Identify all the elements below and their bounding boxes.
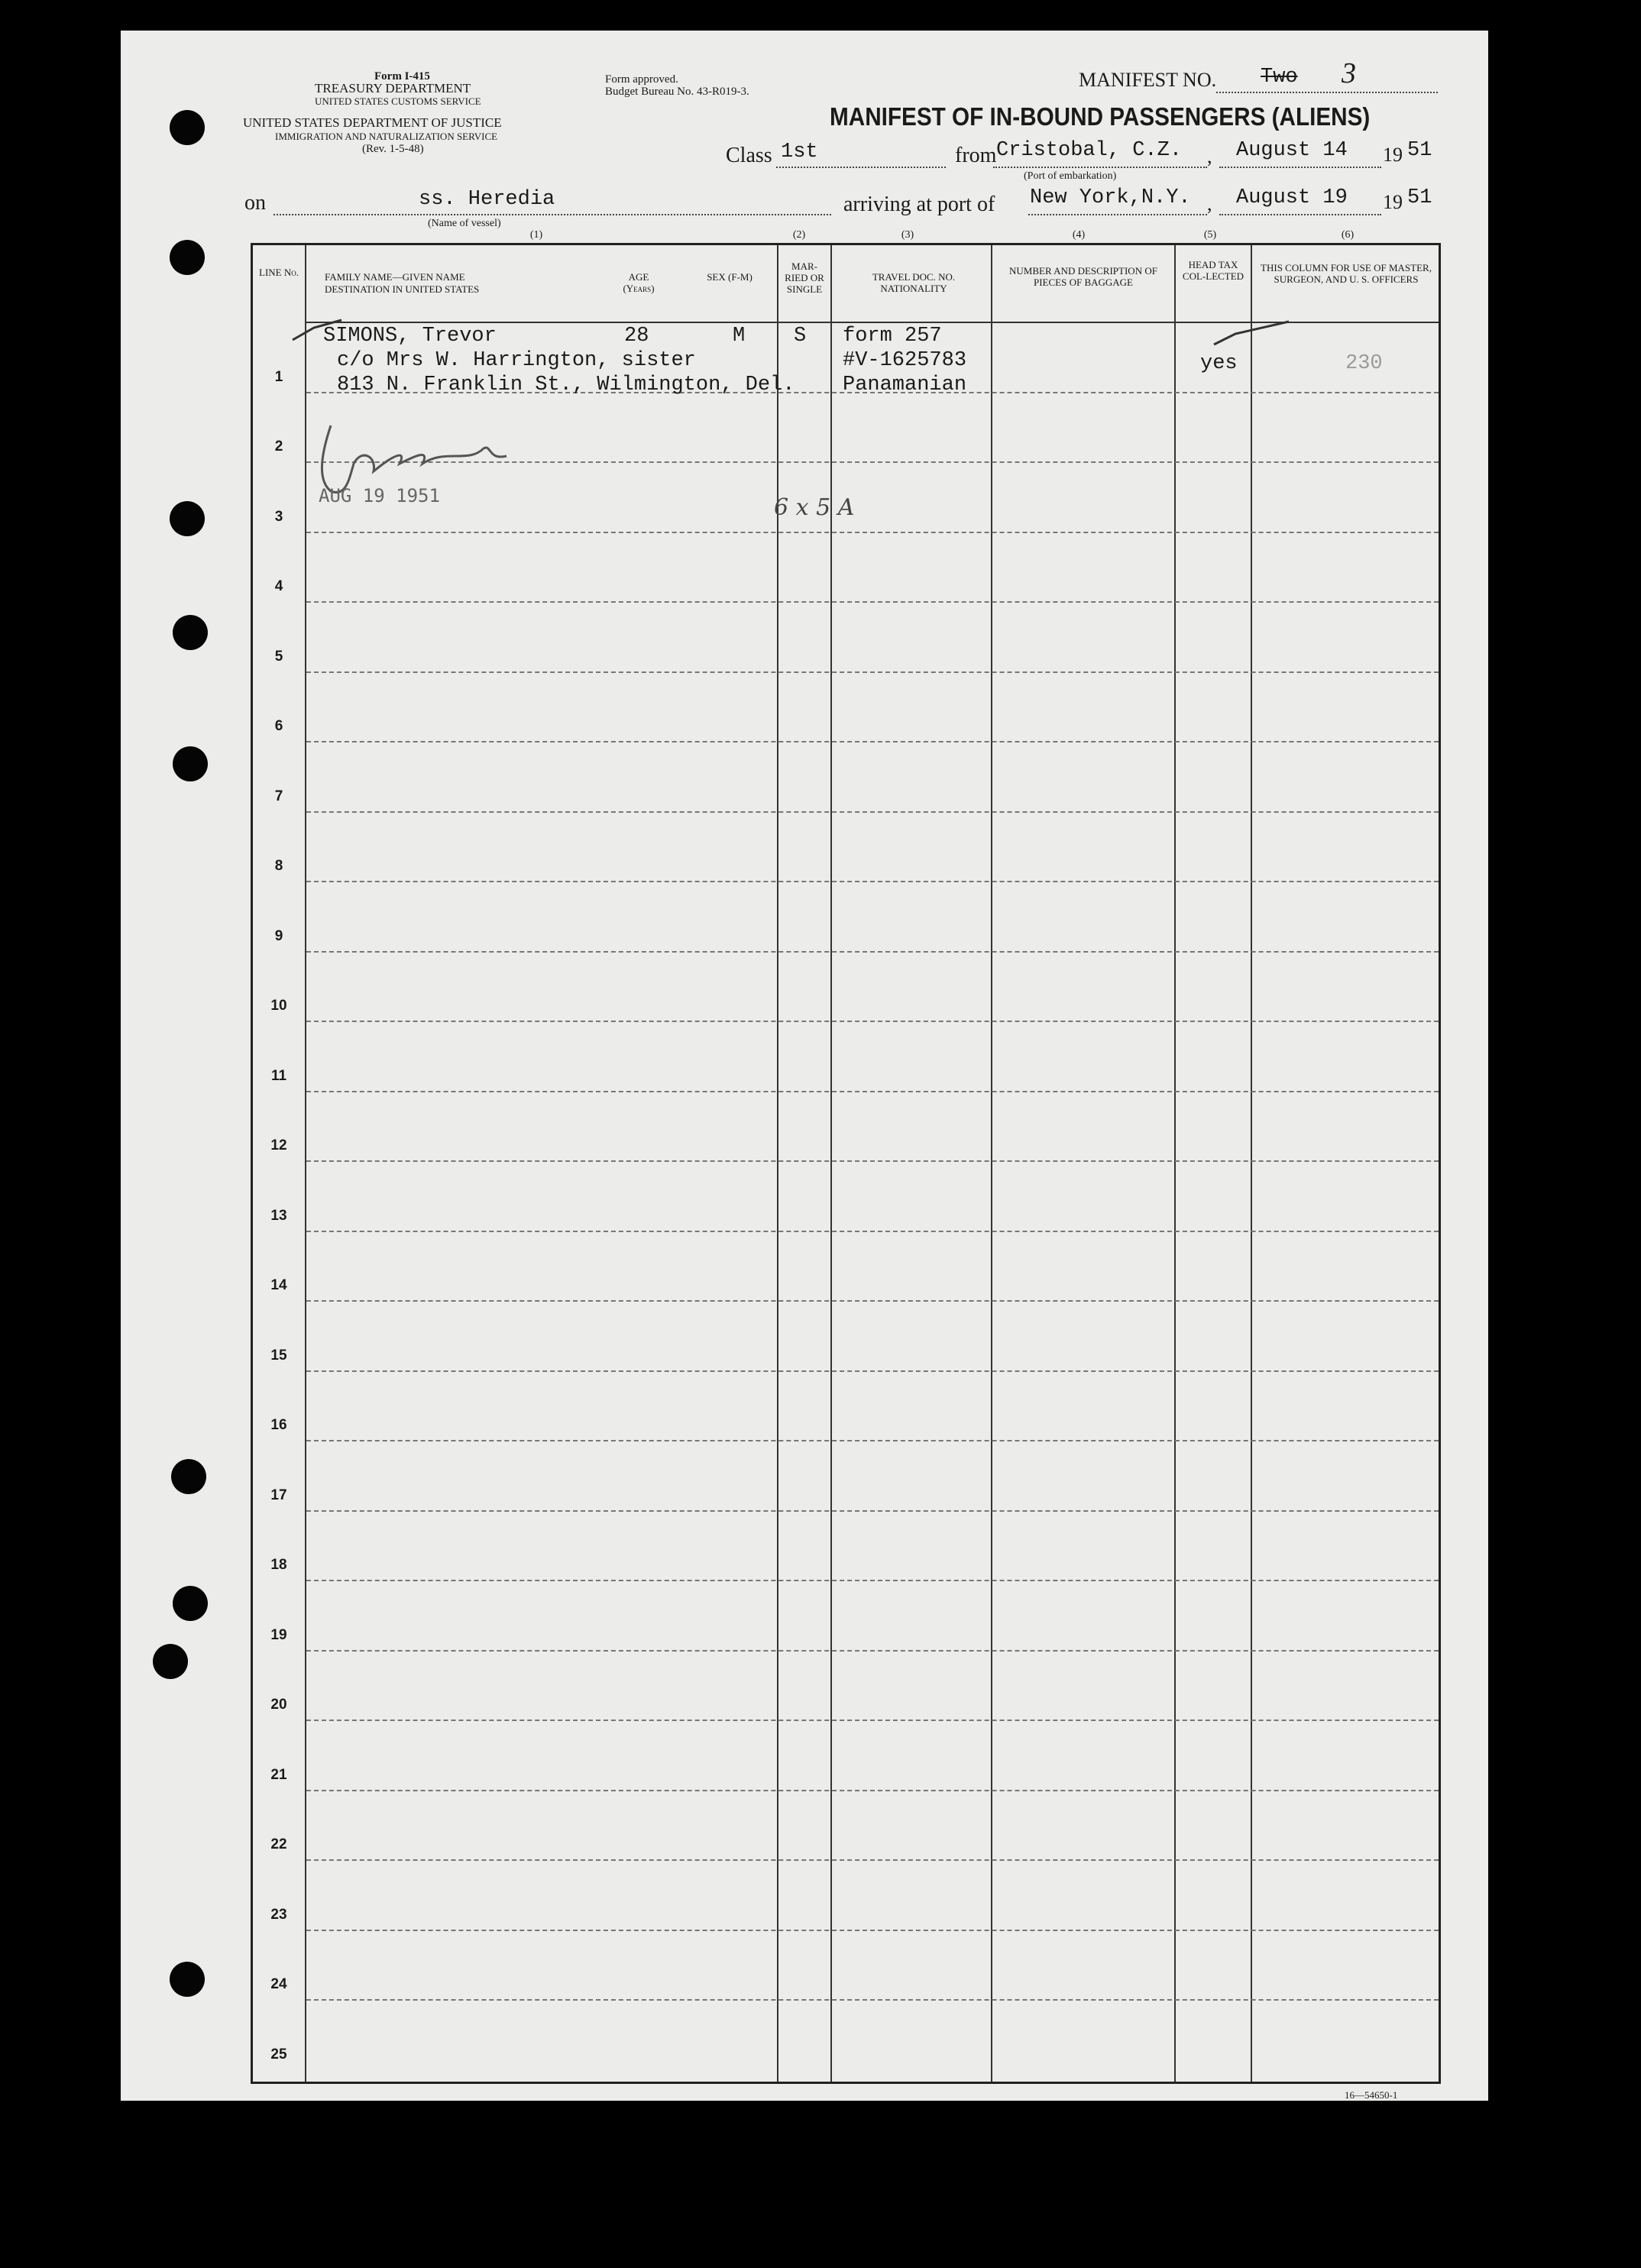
customs-service: UNITED STATES CUSTOMS SERVICE: [315, 95, 481, 107]
row-rule: [306, 1510, 1439, 1512]
row-number: 6: [274, 718, 283, 734]
row-number: 24: [270, 1976, 287, 1992]
header-travel-doc: TRAVEL DOC. NO. NATIONALITY: [872, 271, 956, 294]
from-year: 51: [1407, 139, 1432, 162]
binder-hole: [170, 110, 205, 145]
column-number: (4): [1072, 229, 1086, 241]
passenger-head-tax: yes: [1200, 352, 1238, 375]
justice-dept: UNITED STATES DEPARTMENT OF JUSTICE: [243, 115, 502, 130]
row-rule: [306, 811, 1439, 813]
check-mark-icon: [1212, 319, 1296, 349]
row-rule: [306, 881, 1439, 882]
officer-mark: 230: [1345, 352, 1383, 375]
row-number: 2: [274, 438, 283, 455]
passenger-doc2: #V-1625783: [843, 349, 967, 372]
row-rule: [306, 1021, 1439, 1022]
from-underline: [993, 167, 1207, 168]
row-rule: [306, 1440, 1439, 1441]
column-number: (1): [529, 229, 543, 241]
comma: ,: [1207, 145, 1212, 167]
binder-hole: [173, 746, 208, 781]
row-number: 13: [270, 1207, 287, 1224]
binder-hole: [171, 1459, 206, 1494]
passenger-doc1: form 257: [843, 325, 942, 348]
col-divider: [1251, 245, 1252, 2082]
manifest-no-underline: [1216, 92, 1438, 93]
row-number: 21: [270, 1766, 287, 1783]
binder-hole: [170, 240, 205, 275]
class-value: 1st: [781, 141, 818, 163]
header-officers: THIS COLUMN FOR USE OF MASTER, SURGEON, AND U. S. OFFICERS: [1261, 262, 1432, 285]
passenger-table: [251, 243, 1441, 2084]
passenger-dest-line2: 813 N. Franklin St., Wilmington, Del.: [337, 374, 795, 396]
row-rule: [306, 1091, 1439, 1092]
comma: ,: [1207, 193, 1212, 215]
row-number: 15: [270, 1347, 287, 1364]
header-sex: SEX (F-M): [707, 271, 753, 283]
header-age: AGE (Years): [623, 271, 655, 294]
header-head-tax: HEAD TAX COL-LECTED: [1182, 259, 1245, 282]
row-number: 1: [274, 368, 283, 385]
col-divider: [1174, 245, 1176, 2082]
arriving-label: arriving at port of: [843, 193, 995, 216]
on-label: on: [244, 191, 266, 215]
arriving-date: August 19: [1236, 186, 1348, 209]
row-rule: [306, 1859, 1439, 1861]
manifest-no-value: 3: [1342, 57, 1356, 89]
row-rule: [306, 1300, 1439, 1302]
row-rule: [306, 1231, 1439, 1232]
row-number: 23: [270, 1906, 287, 1923]
binder-hole: [173, 615, 208, 650]
row-rule: [306, 1650, 1439, 1652]
passenger-name: SIMONS, Trevor: [323, 325, 497, 348]
vessel-name: ss. Heredia: [419, 188, 555, 211]
col-divider: [991, 245, 992, 2082]
passenger-married: S: [794, 325, 807, 348]
form-number: Form I-415: [374, 70, 430, 83]
row-rule: [306, 741, 1439, 743]
ins-service: IMMIGRATION AND NATURALIZATION SERVICE: [275, 131, 498, 142]
passenger-sex: M: [733, 325, 746, 348]
row-rule: [306, 1790, 1439, 1791]
row-number: 8: [274, 858, 283, 874]
row-number: 17: [270, 1487, 287, 1503]
column-number: (2): [792, 229, 806, 241]
header-line-no: LINE No.: [259, 267, 299, 278]
col-divider: [305, 245, 306, 2082]
arriving-date-underline: [1219, 214, 1381, 215]
from-year-prefix: 19: [1383, 144, 1403, 166]
handwritten-mark: 6 x 5 A: [774, 494, 855, 521]
passenger-nationality: Panamanian: [843, 374, 967, 396]
budget-bureau: Budget Bureau No. 43-R019-3.: [605, 86, 749, 98]
check-mark-icon: [291, 319, 345, 349]
row-number: 20: [270, 1697, 287, 1713]
row-rule: [306, 532, 1439, 533]
manifest-no-label: MANIFEST NO.: [1079, 69, 1217, 91]
row-rule: [306, 601, 1439, 603]
header-name: FAMILY NAME—GIVEN NAME: [325, 271, 465, 283]
row-number: 7: [274, 788, 283, 804]
row-number: 14: [270, 1277, 287, 1293]
row-number: 10: [270, 998, 287, 1014]
revision: (Rev. 1-5-48): [362, 143, 424, 155]
row-number: 25: [270, 2046, 287, 2063]
row-number: 9: [274, 927, 283, 944]
header-destination: DESTINATION IN UNITED STATES: [325, 283, 480, 295]
manifest-no-struck: Two: [1261, 66, 1298, 89]
header-married: MAR-RIED OR SINGLE: [785, 260, 824, 295]
row-rule: [306, 1930, 1439, 1931]
footer-code: 16—54650-1: [1345, 2089, 1398, 2101]
passenger-age: 28: [624, 325, 649, 348]
arriving-year-prefix: 19: [1383, 191, 1403, 213]
row-number: 3: [274, 508, 283, 525]
header-baggage: NUMBER AND DESCRIPTION OF PIECES OF BAGGAGE: [1009, 265, 1157, 288]
row-rule: [306, 1370, 1439, 1372]
treasury-dept: TREASURY DEPARTMENT: [315, 81, 471, 95]
column-number: (5): [1203, 229, 1217, 241]
binder-hole: [170, 1962, 205, 1997]
row-number: 5: [274, 648, 283, 665]
row-number: 12: [270, 1137, 287, 1153]
row-number: 11: [270, 1067, 287, 1084]
from-date: August 14: [1236, 139, 1348, 162]
class-label: Class: [726, 144, 772, 167]
row-rule: [306, 1999, 1439, 2001]
column-number: (3): [901, 229, 914, 241]
row-number: 4: [274, 578, 283, 594]
from-date-underline: [1219, 167, 1381, 168]
row-rule: [306, 1580, 1439, 1581]
passenger-dest-line1: c/o Mrs W. Harrington, sister: [337, 349, 696, 372]
binder-hole: [153, 1644, 188, 1679]
form-approved: Form approved.: [605, 73, 678, 86]
row-number: 19: [270, 1626, 287, 1643]
row-rule: [306, 1160, 1439, 1162]
arriving-port: New York,N.Y.: [1030, 186, 1191, 209]
row-number: 16: [270, 1417, 287, 1433]
row-number: 18: [270, 1557, 287, 1573]
column-number: (6): [1341, 229, 1355, 241]
vessel-underline: [274, 214, 831, 215]
class-underline: [776, 167, 946, 168]
row-rule: [306, 951, 1439, 953]
vessel-label: (Name of vessel): [428, 218, 501, 229]
from-label: from: [955, 144, 997, 167]
arrival-date-stamp: AUG 19 1951: [319, 485, 440, 506]
row-number: 22: [270, 1836, 287, 1852]
from-port: Cristobal, C.Z.: [996, 139, 1183, 162]
binder-hole: [170, 501, 205, 536]
arriving-year: 51: [1407, 186, 1432, 209]
binder-hole: [173, 1586, 208, 1621]
row-rule: [306, 671, 1439, 673]
page-title: MANIFEST OF IN-BOUND PASSENGERS (ALIENS): [830, 102, 1371, 131]
row-rule: [306, 1720, 1439, 1721]
port-embark-label: (Port of embarkation): [1024, 170, 1117, 182]
arriving-underline: [1028, 214, 1207, 215]
